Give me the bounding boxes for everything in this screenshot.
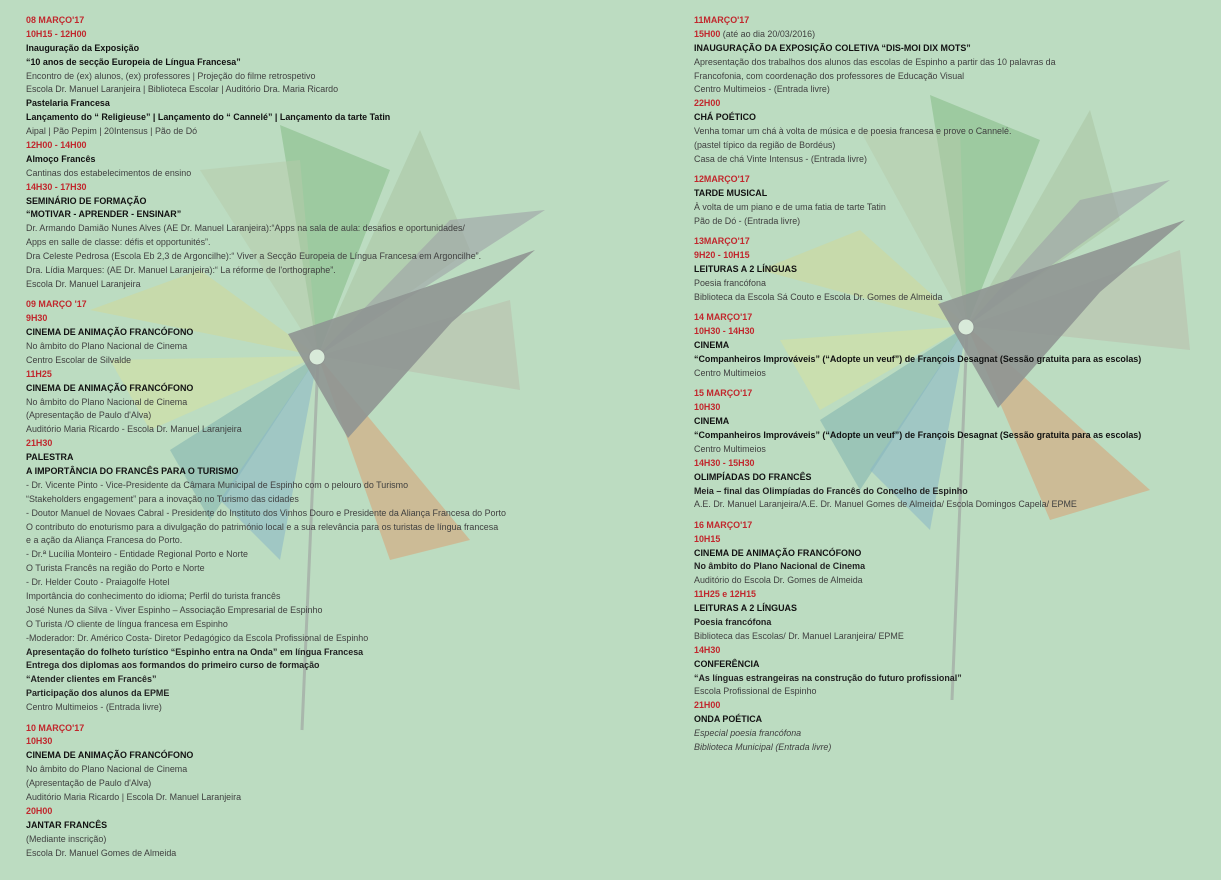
event-date-time: 11H25 e 12H15 xyxy=(694,589,757,601)
event-heading: Almoço Francês xyxy=(26,153,96,165)
event-date-time: 21H00 xyxy=(694,700,721,712)
event-date-time: 10H15 - 12H00 xyxy=(26,28,87,40)
event-detail: Dr. Armando Damião Nunes Alves (AE Dr. Manuel Laranjeira):“Apps na sala de aula: desafios e oportunidades/ xyxy=(26,223,465,235)
event-detail: Auditório do Escola Dr. Gomes de Almeida xyxy=(694,575,863,587)
event-detail: O contributo do enoturismo para a divulgação do património local e a sua relevância para os turistas de língua francesa xyxy=(26,521,499,533)
event-date-time: 10H30 xyxy=(694,402,721,414)
event-detail: Centro Multimeios xyxy=(694,367,766,379)
event-detail: A.E. Dr. Manuel Laranjeira/A.E. Dr. Manuel Gomes de Almeida/ Escola Domingos Capela/ EPME xyxy=(694,499,1077,511)
event-date-time: 10H30 xyxy=(26,736,53,748)
event-heading: LEITURAS A 2 LÍNGUAS xyxy=(694,264,797,276)
event-heading: Pastelaria Francesa xyxy=(26,98,110,110)
event-detail: (Apresentação de Paulo d'Alva) xyxy=(26,410,152,422)
event-heading: TARDE MUSICAL xyxy=(694,188,768,200)
event-heading: LEITURAS A 2 LÍNGUAS xyxy=(694,603,797,615)
event-detail: - Dr. Helder Couto - Praiagolfe Hotel xyxy=(26,577,170,589)
event-date-time: 13MARÇO'17 xyxy=(694,236,750,248)
event-detail: No âmbito do Plano Nacional de Cinema xyxy=(26,396,188,408)
event-date-time: 10H30 - 14H30 xyxy=(694,326,755,338)
event-date-time: 12H00 - 14H00 xyxy=(26,140,87,152)
event-detail: “Stakeholders engagement” para a inovação no Turismo das cidades xyxy=(26,493,299,505)
event-detail: Escola Profissional de Espinho xyxy=(694,686,817,698)
event-highlight: Meia – final das Olimpíadas do Francês do Concelho de Espinho xyxy=(694,485,968,497)
event-date-time: 21H30 xyxy=(26,438,53,450)
event-date-time: 08 MARÇO'17 xyxy=(26,15,85,26)
event-detail: (Mediante inscrição) xyxy=(26,833,107,845)
event-date-time: 14H30 - 15H30 xyxy=(694,457,755,469)
event-heading: A IMPORTÂNCIA DO FRANCÊS PARA O TURISMO xyxy=(26,466,239,477)
event-detail: Biblioteca das Escolas/ Dr. Manuel Laranjeira/ EPME xyxy=(694,630,904,642)
event-highlight: Poesia francófona xyxy=(694,617,772,629)
event-date-time: 14H30 - 17H30 xyxy=(26,181,87,193)
event-detail: Poesia francófona xyxy=(694,278,766,290)
event-heading: CONFERÊNCIA xyxy=(694,658,760,670)
event-detail: Escola Dr. Manuel Gomes de Almeida xyxy=(26,847,177,859)
event-italic-note: Especial poesia francófona xyxy=(694,728,802,740)
event-detail: Auditório Maria Ricardo | Escola Dr. Manuel Laranjeira xyxy=(26,791,242,803)
event-detail: No âmbito do Plano Nacional de Cinema xyxy=(26,340,188,352)
event-detail: (Apresentação de Paulo d'Alva) xyxy=(26,778,152,790)
event-heading: “MOTIVAR - APRENDER - ENSINAR” xyxy=(26,209,182,221)
event-detail: Casa de chá Vinte Intensus - (Entrada livre) xyxy=(694,153,867,165)
event-detail: Francofonia, com coordenação dos professores de Educação Visual xyxy=(694,70,965,82)
event-date-time: 14 MARÇO'17 xyxy=(694,312,753,324)
event-date-note: (até ao dia 20/03/2016) xyxy=(720,28,816,40)
event-date-time: 10 MARÇO'17 xyxy=(26,722,85,734)
event-heading: OLIMPÍADAS DO FRANCÊS xyxy=(694,471,812,483)
event-heading: Inauguração da Exposição xyxy=(26,42,140,54)
event-detail: O Turista /O cliente de língua francesa em Espinho xyxy=(26,618,228,630)
event-detail: -Moderador: Dr. Américo Costa- Diretor Pedagógico da Escola Profissional de Espinho xyxy=(26,632,369,644)
event-date-time: 22H00 xyxy=(694,98,721,110)
event-heading: SEMINÁRIO DE FORMAÇÃO xyxy=(26,195,147,207)
event-heading: Lançamento do “ Religieuse” | Lançamento do “ Cannelé” | Lançamento da tarte Tatin xyxy=(26,112,391,124)
event-heading: CINEMA DE ANIMAÇÃO FRANCÓFONO xyxy=(26,750,194,762)
event-date-time: 9H20 - 10H15 xyxy=(694,250,750,262)
event-detail: Biblioteca da Escola Sá Couto e Escola Dr. Gomes de Almeida xyxy=(694,291,943,303)
event-detail: Dra Celeste Pedrosa (Escola Eb 2,3 de Argoncilhe):“ Viver a Secção Europeia de Língua Francesa em Argoncilhe”. xyxy=(26,251,482,263)
event-detail: Apps en salle de classe: défis et opportunités”. xyxy=(26,237,211,249)
event-detail: O Turista Francês na região do Porto e Norte xyxy=(26,563,205,575)
event-detail: Auditório Maria Ricardo - Escola Dr. Manuel Laranjeira xyxy=(26,424,242,436)
event-heading: “10 anos de secção Europeia de Língua Francesa” xyxy=(26,56,241,68)
event-detail: - Doutor Manuel de Novaes Cabral - Presidente do Instituto dos Vinhos Douro e Presidente da Aliança Francesa do Porto xyxy=(26,507,506,519)
event-detail: Importância do conhecimento do idioma; Perfil do turista francês xyxy=(26,591,281,603)
event-detail: Centro Multimeios xyxy=(694,443,766,455)
event-italic-note: Biblioteca Municipal (Entrada livre) xyxy=(694,742,832,754)
event-date-time: 12MARÇO'17 xyxy=(694,174,750,186)
event-detail: e a ação da Aliança Francesa do Porto. xyxy=(26,535,183,547)
event-heading: PALESTRA xyxy=(26,452,74,464)
event-detail: À volta de um piano e de uma fatia de tarte Tatin xyxy=(694,202,886,214)
event-detail: No âmbito do Plano Nacional de Cinema xyxy=(26,764,188,776)
event-heading: “Companheiros Improváveis” (“Adopte un veuf”) de François Desagnat (Sessão gratuita para as escolas) xyxy=(694,353,1142,365)
event-highlight: Entrega dos diplomas aos formandos do primeiro curso de formação xyxy=(26,660,320,672)
event-date-time: 11H25 xyxy=(26,368,52,380)
event-heading: ONDA POÉTICA xyxy=(694,714,763,726)
event-detail: Cantinas dos estabelecimentos de ensino xyxy=(26,167,192,179)
event-date-time: 15 MARÇO'17 xyxy=(694,388,753,400)
event-heading: CINEMA DE ANIMAÇÃO FRANCÓFONO xyxy=(26,327,194,339)
event-date-time: 14H30 xyxy=(694,644,721,656)
right-program-column xyxy=(694,14,1214,755)
event-date-time: 16 MARÇO'17 xyxy=(694,519,753,531)
event-heading: INAUGURAÇÃO DA EXPOSIÇÃO COLETIVA “DIS-MOI DIX MOTS” xyxy=(694,42,971,54)
event-detail: Venha tomar um chá à volta de música e de poesia francesa e prove o Cannelé. xyxy=(694,126,1012,138)
left-program-column xyxy=(26,14,626,860)
event-highlight: Apresentação do folheto turístico “Espinho entra na Onda” em língua Francesa xyxy=(26,646,364,658)
event-highlight: “As línguas estrangeiras na construção do futuro profissional” xyxy=(694,672,962,684)
event-detail: Centro Multimeios - (Entrada livre) xyxy=(26,702,162,714)
event-detail: Aipal | Pão Pepim | 20Intensus | Pão de Dó xyxy=(26,126,198,138)
event-date-time: 15H00 (até ao dia 20/03/2016) xyxy=(694,28,816,40)
event-heading: CINEMA xyxy=(694,340,730,352)
event-detail: Apresentação dos trabalhos dos alunos das escolas de Espinho a partir das 10 palavras da xyxy=(694,56,1056,68)
event-detail: Escola Dr. Manuel Laranjeira xyxy=(26,278,141,290)
event-date-time: 9H30 xyxy=(26,313,48,325)
event-detail: Centro Escolar de Silvalde xyxy=(26,354,132,366)
event-detail: Dra. Lídia Marques: (AE Dr. Manuel Laranjeira):“ La réforme de l'orthographe”. xyxy=(26,265,336,277)
event-detail: José Nunes da Silva - Viver Espinho – Associação Empresarial de Espinho xyxy=(26,604,323,616)
event-date-time: 20H00 xyxy=(26,805,53,817)
event-detail: Centro Multimeios - (Entrada livre) xyxy=(694,84,830,96)
event-heading: CINEMA xyxy=(694,416,730,428)
event-heading: JANTAR FRANCÊS xyxy=(26,819,108,831)
event-detail: Escola Dr. Manuel Laranjeira | Biblioteca Escolar | Auditório Dra. Maria Ricardo xyxy=(26,84,339,96)
event-detail: Pão de Dó - (Entrada livre) xyxy=(694,215,801,227)
event-highlight: “Atender clientes em Francês” xyxy=(26,674,157,686)
event-heading: CINEMA DE ANIMAÇÃO FRANCÓFONO xyxy=(694,547,862,559)
event-heading: CHÁ POÉTICO xyxy=(694,112,756,124)
event-date-time: 10H15 xyxy=(694,533,721,545)
event-highlight: Participação dos alunos da EPME xyxy=(26,688,170,700)
event-heading: CINEMA DE ANIMAÇÃO FRANCÓFONO xyxy=(26,382,194,394)
event-detail: (pastel típico da região de Bordéus) xyxy=(694,140,836,152)
event-detail: - Dr.ª Lucília Monteiro - Entidade Regional Porto e Norte xyxy=(26,549,249,561)
event-detail: - Dr. Vicente Pinto - Vice-Presidente da Câmara Municipal de Espinho com o pelouro do Turismo xyxy=(26,479,409,491)
event-highlight: No âmbito do Plano Nacional de Cinema xyxy=(694,561,866,573)
event-date-time: 11MARÇO'17 xyxy=(694,15,750,26)
event-date-time: 09 MARÇO '17 xyxy=(26,299,87,311)
event-detail: Encontro de (ex) alunos, (ex) professores | Projeção do filme retrospetivo xyxy=(26,70,316,82)
event-heading: “Companheiros Improváveis” (“Adopte un veuf”) de François Desagnat (Sessão gratuita para as escolas) xyxy=(694,429,1142,441)
